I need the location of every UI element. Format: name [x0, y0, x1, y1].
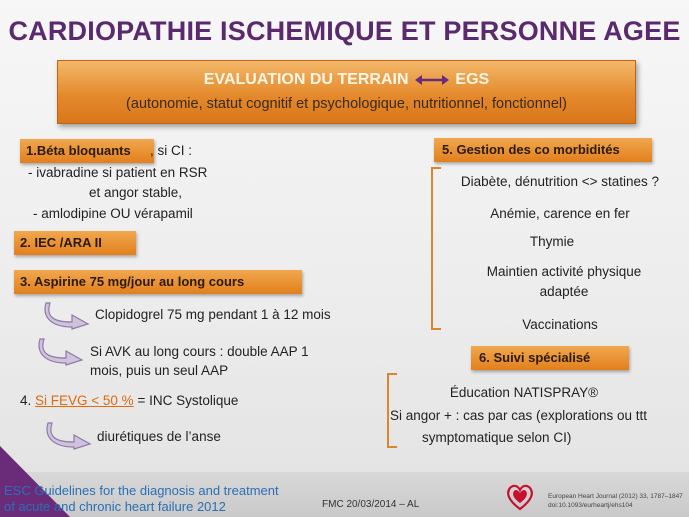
avk-line2: mois, puis un seul AAP: [90, 363, 229, 378]
comorbid-item-anemie: Anémie, carence en fer: [490, 206, 630, 221]
footer-journal: [548, 492, 683, 510]
double-arrow-icon: [415, 74, 449, 86]
fevg-line: [20, 393, 238, 408]
evaluation-box: [57, 60, 636, 124]
footer-ref-line2: of acute and chronic heart failure 2012: [4, 499, 226, 514]
evaluation-right: EGS: [455, 71, 490, 88]
suivi-tag: 6. Suivi spécialisé: [471, 346, 629, 370]
left-bracket: [428, 167, 442, 331]
clopidogrel-item: Clopidogrel 75 mg pendant 1 à 12 mois: [95, 307, 331, 322]
footer-ref-line1: ESC Guidelines for the diagnosis and treatment: [4, 483, 279, 498]
slide-title: CARDIOPATHIE ISCHEMIQUE ET PERSONNE AGEE: [8, 16, 681, 46]
beta-line3: - amlodipine OU vérapamil: [33, 206, 193, 221]
suivi-item-angor-line1: Si angor + : cas par cas (explorations ou ttt: [390, 408, 648, 423]
fevg-suffix: = INC Systolique: [133, 393, 239, 408]
comorbid-item-maintien: Maintien activité physique: [486, 264, 642, 279]
aspirine-tag: 3. Aspirine 75 mg/jour au long cours: [14, 270, 302, 294]
diuretiques-item: diurétiques de l’anse: [97, 429, 221, 444]
evaluation-subtitle: (autonomie, statut cognitif et psychologique, nutritionnel, fonctionnel): [126, 96, 567, 112]
comorbidites-tag: 5. Gestion des co morbidités: [434, 138, 652, 162]
footer-fmc: FMC 20/03/2014 – AL: [322, 499, 420, 510]
fevg-prefix: 4.: [20, 393, 36, 408]
comorbid-item-thymie: Thymie: [529, 234, 575, 249]
beta-bloquants-tag: 1.Béta bloquants: [20, 139, 154, 163]
comorbid-item-diabete: Diabète, dénutrition <> statines ?: [460, 174, 660, 189]
footer-reference: [4, 483, 279, 515]
suivi-item-education: Éducation NATISPRAY®: [449, 385, 599, 400]
comorbid-item-adaptee: adaptée: [539, 284, 589, 299]
comorbid-item-vaccinations: Vaccinations: [522, 317, 598, 332]
esc-heart-logo: [504, 481, 536, 513]
footer-journal-line2: doi:10.1093/eurheartj/ehs104: [548, 502, 633, 509]
iec-tag: 2. IEC /ARA II: [14, 231, 136, 255]
evaluation-left: EVALUATION DU TERRAIN: [203, 71, 409, 88]
evaluation-heading: [58, 71, 635, 89]
beta-suffix: , si CI :: [150, 143, 193, 158]
footer-journal-line1: European Heart Journal (2012) 33, 1787–1847: [548, 493, 683, 500]
suivi-item-angor-line2: symptomatique selon CI): [422, 430, 572, 445]
curved-arrow-icon: [44, 300, 92, 330]
beta-line2: et angor stable,: [89, 185, 183, 200]
beta-line1: - ivabradine si patient en RSR: [28, 165, 208, 180]
avk-line1: Si AVK au long cours : double AAP 1: [90, 344, 309, 359]
curved-arrow-icon: [38, 336, 86, 366]
fevg-highlight: Si FEVG < 50 %: [35, 393, 134, 408]
